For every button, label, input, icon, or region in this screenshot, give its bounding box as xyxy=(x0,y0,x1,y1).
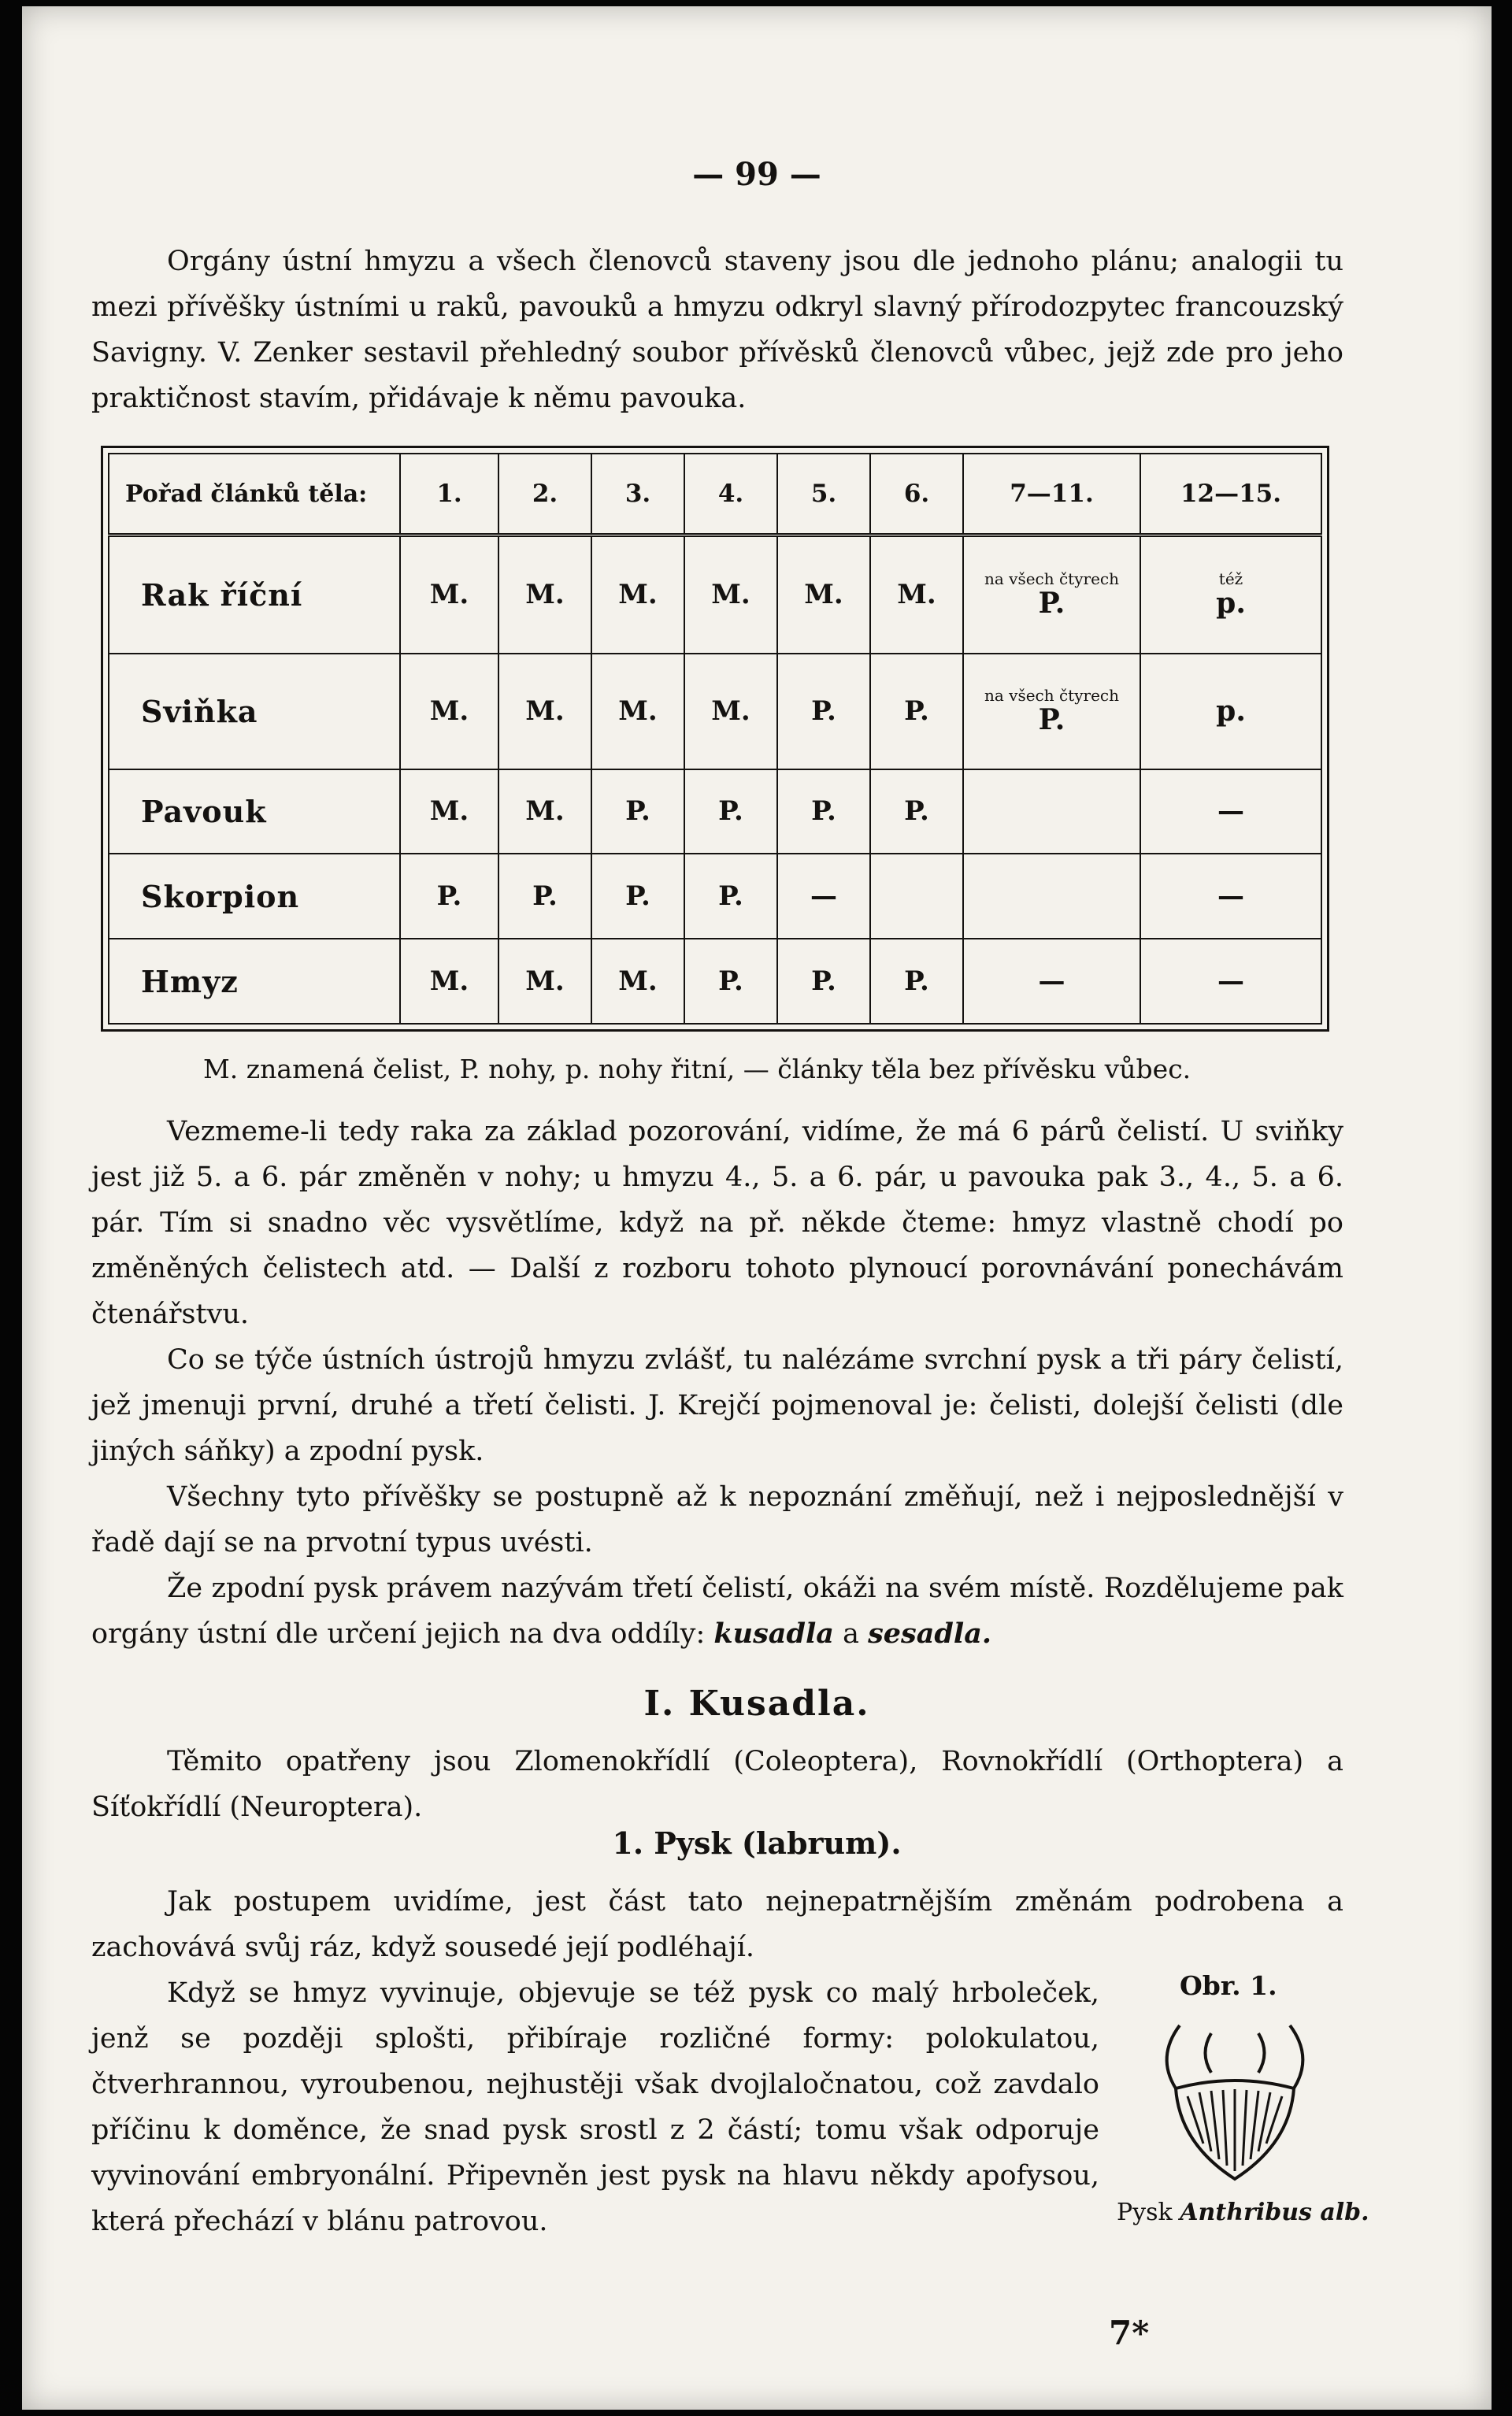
figure-label: Obr. 1. xyxy=(1180,1970,1277,2001)
table-cell xyxy=(963,535,1140,654)
appendage-table-frame xyxy=(101,446,1329,1032)
row-label: Rak říční xyxy=(109,535,400,654)
table-cell: P. xyxy=(400,854,498,939)
term-joiner: a xyxy=(843,1618,859,1650)
table-cell xyxy=(1140,535,1321,654)
table-cell: M. xyxy=(777,535,870,654)
cell-note: na všech čtyrech xyxy=(984,686,1119,706)
cell-value: P. xyxy=(1038,587,1065,621)
table-cell: P. xyxy=(777,654,870,769)
table-cell: — xyxy=(1140,854,1321,939)
row-label: Sviňka xyxy=(109,654,400,769)
caption-species: Anthribus alb. xyxy=(1180,2199,1369,2226)
intro-paragraph: Orgány ústní hmyzu a všech členovců staveny jsou dle jednoho plánu; analogii tu mezi přívěšky ústními u raků, pavouků a hmyzu odkryl slavný přírodozpytec francouzský Savigny. V. Zenker sestavil přehledný soubor přívěsků členovců vůbec, jejž zde pro jeho praktičnost stavím, přidávaje k němu pavouka. xyxy=(91,246,1343,414)
table-header-cell: 12—15. xyxy=(1140,454,1321,535)
table-cell: M. xyxy=(684,654,777,769)
table-header-cell: 2. xyxy=(498,454,591,535)
table-cell: — xyxy=(1140,939,1321,1024)
table-cell: — xyxy=(1140,769,1321,854)
row-label: Pavouk xyxy=(109,769,400,854)
body-text-block xyxy=(91,1109,1343,1657)
table-header-row xyxy=(109,454,1321,535)
table-header-cell: Pořad článků těla: xyxy=(109,454,400,535)
table-header-cell: 5. xyxy=(777,454,870,535)
table-cell xyxy=(963,854,1140,939)
table-cell: P. xyxy=(870,769,963,854)
table-cell xyxy=(1140,654,1321,769)
table-cell: M. xyxy=(400,769,498,854)
table-cell: — xyxy=(963,939,1140,1024)
table-row xyxy=(109,654,1321,769)
body-paragraph: Všechny tyto přívěšky se postupně až k nepoznání změňují, než i nejposlednější v řadě dají se na prvotní typus uvésti. xyxy=(91,1481,1343,1558)
cell-note: na všech čtyrech xyxy=(984,569,1119,589)
table-cell: M. xyxy=(591,654,684,769)
table-cell: M. xyxy=(498,535,591,654)
table-cell: P. xyxy=(684,769,777,854)
subsection-paragraph: Jak postupem uvidíme, jest část tato nejnepatrnějším změnám podrobena a zachovává svůj ráz, když sousedé její podléhají. xyxy=(91,1886,1343,1963)
table-cell xyxy=(870,854,963,939)
table-cell: P. xyxy=(777,769,870,854)
table-cell: M. xyxy=(400,535,498,654)
intro-paragraph-block xyxy=(91,239,1343,421)
table-cell: M. xyxy=(498,769,591,854)
subsection-text-block xyxy=(91,1879,1343,1970)
body-paragraph: Vezmeme-li tedy raka za základ pozorování, vidíme, že má 6 párů čelistí. U sviňky jest již 5. a 6. pár změněn v nohy; u hmyzu 4., 5. a 6. pár, u pavouka pak 3., 4., 5. a 6. pár. Tím si snadno věc vysvětlíme, když na př. někde čteme: hmyz vlastně chodí po změněných čelistech atd. — Další z rozboru tohoto plynoucí porovnávání ponechávám čtenářstvu. xyxy=(91,1116,1343,1330)
term-kusadla: kusadla xyxy=(713,1617,834,1650)
table-row xyxy=(109,769,1321,854)
row-label: Hmyz xyxy=(109,939,400,1024)
figure-labrum xyxy=(1117,1970,1369,2230)
subsection-heading: 1. Pysk (labrum). xyxy=(612,1825,902,1861)
cell-value: p. xyxy=(1216,587,1246,621)
table-cell: P. xyxy=(684,939,777,1024)
table-cell: M. xyxy=(591,535,684,654)
table-cell xyxy=(963,769,1140,854)
table-legend: M. znamená čelist, P. nohy, p. nohy řitní, — články těla bez přívěsku vůbec. xyxy=(203,1054,1191,1084)
table-cell: M. xyxy=(870,535,963,654)
table-cell: P. xyxy=(870,654,963,769)
term-sesadla: sesadla. xyxy=(868,1617,992,1650)
table-cell: M. xyxy=(400,654,498,769)
table-row xyxy=(109,535,1321,654)
appendage-table xyxy=(108,453,1322,1025)
table-cell: — xyxy=(777,854,870,939)
cell-value: P. xyxy=(1038,703,1065,737)
table-cell: M. xyxy=(684,535,777,654)
caption-prefix: Pysk xyxy=(1117,2199,1173,2226)
table-cell: P. xyxy=(777,939,870,1024)
labrum-illustration xyxy=(1132,2010,1337,2191)
book-page xyxy=(22,6,1492,2410)
section-heading: I. Kusadla. xyxy=(643,1684,870,1724)
table-cell xyxy=(963,654,1140,769)
row-label: Skorpion xyxy=(109,854,400,939)
subsection-paragraph: Když se hmyz vyvinuje, objevuje se též pysk co malý hrboleček, jenž se později splošti, přibíraje rozličné formy: polokulatou, čtverhrannou, vyroubenou, nejhustěji však dvojlaločnatou, což zavdalo příčinu k doměnce, že snad pysk srostl z 2 částí; tomu však odporuje vyvinování embryonální. Připevněn jest pysk na hlavu někdy apofysou, která přechází v blánu patrovou. xyxy=(91,1977,1099,2237)
table-row xyxy=(109,854,1321,939)
body-paragraph: Co se týče ústních ústrojů hmyzu zvlášť, tu nalézáme svrchní pysk a tři páry čelistí, jež jmenuji první, druhé a třetí čelisti. J. Krejčí pojmenoval je: čelisti, dolejší čelisti (dle jiných sáňky) a zpodní pysk. xyxy=(91,1344,1343,1467)
table-cell: M. xyxy=(400,939,498,1024)
table-cell: P. xyxy=(591,769,684,854)
cell-note: též xyxy=(1218,569,1243,589)
table-cell: P. xyxy=(870,939,963,1024)
table-header-cell: 4. xyxy=(684,454,777,535)
table-cell: P. xyxy=(684,854,777,939)
division-text: Že zpodní pysk právem nazývám třetí čelistí, okáži na svém místě. Rozdělujeme pak orgány ústní dle určení jejich na dva oddíly: xyxy=(91,1573,1343,1650)
table-cell: P. xyxy=(591,854,684,939)
section-paragraph: Těmito opatřeny jsou Zlomenokřídlí (Coleoptera), Rovnokřídlí (Orthoptera) a Síťokřídlí (Neuroptera). xyxy=(91,1746,1343,1823)
table-cell: M. xyxy=(498,654,591,769)
table-cell: P. xyxy=(498,854,591,939)
cell-value: p. xyxy=(1216,695,1246,728)
table-header-cell: 6. xyxy=(870,454,963,535)
table-cell: M. xyxy=(591,939,684,1024)
table-cell: M. xyxy=(498,939,591,1024)
subsection-text-block-2 xyxy=(91,1970,1099,2244)
page-number: — 99 — xyxy=(692,156,821,193)
section-text-block xyxy=(91,1739,1343,1830)
table-row xyxy=(109,939,1321,1024)
table-header-cell: 3. xyxy=(591,454,684,535)
table-header-cell: 1. xyxy=(400,454,498,535)
body-paragraph-division xyxy=(91,1566,1343,1657)
signature-mark: 7* xyxy=(1109,2314,1150,2352)
table-header-cell: 7—11. xyxy=(963,454,1140,535)
figure-caption xyxy=(1117,2199,1369,2226)
